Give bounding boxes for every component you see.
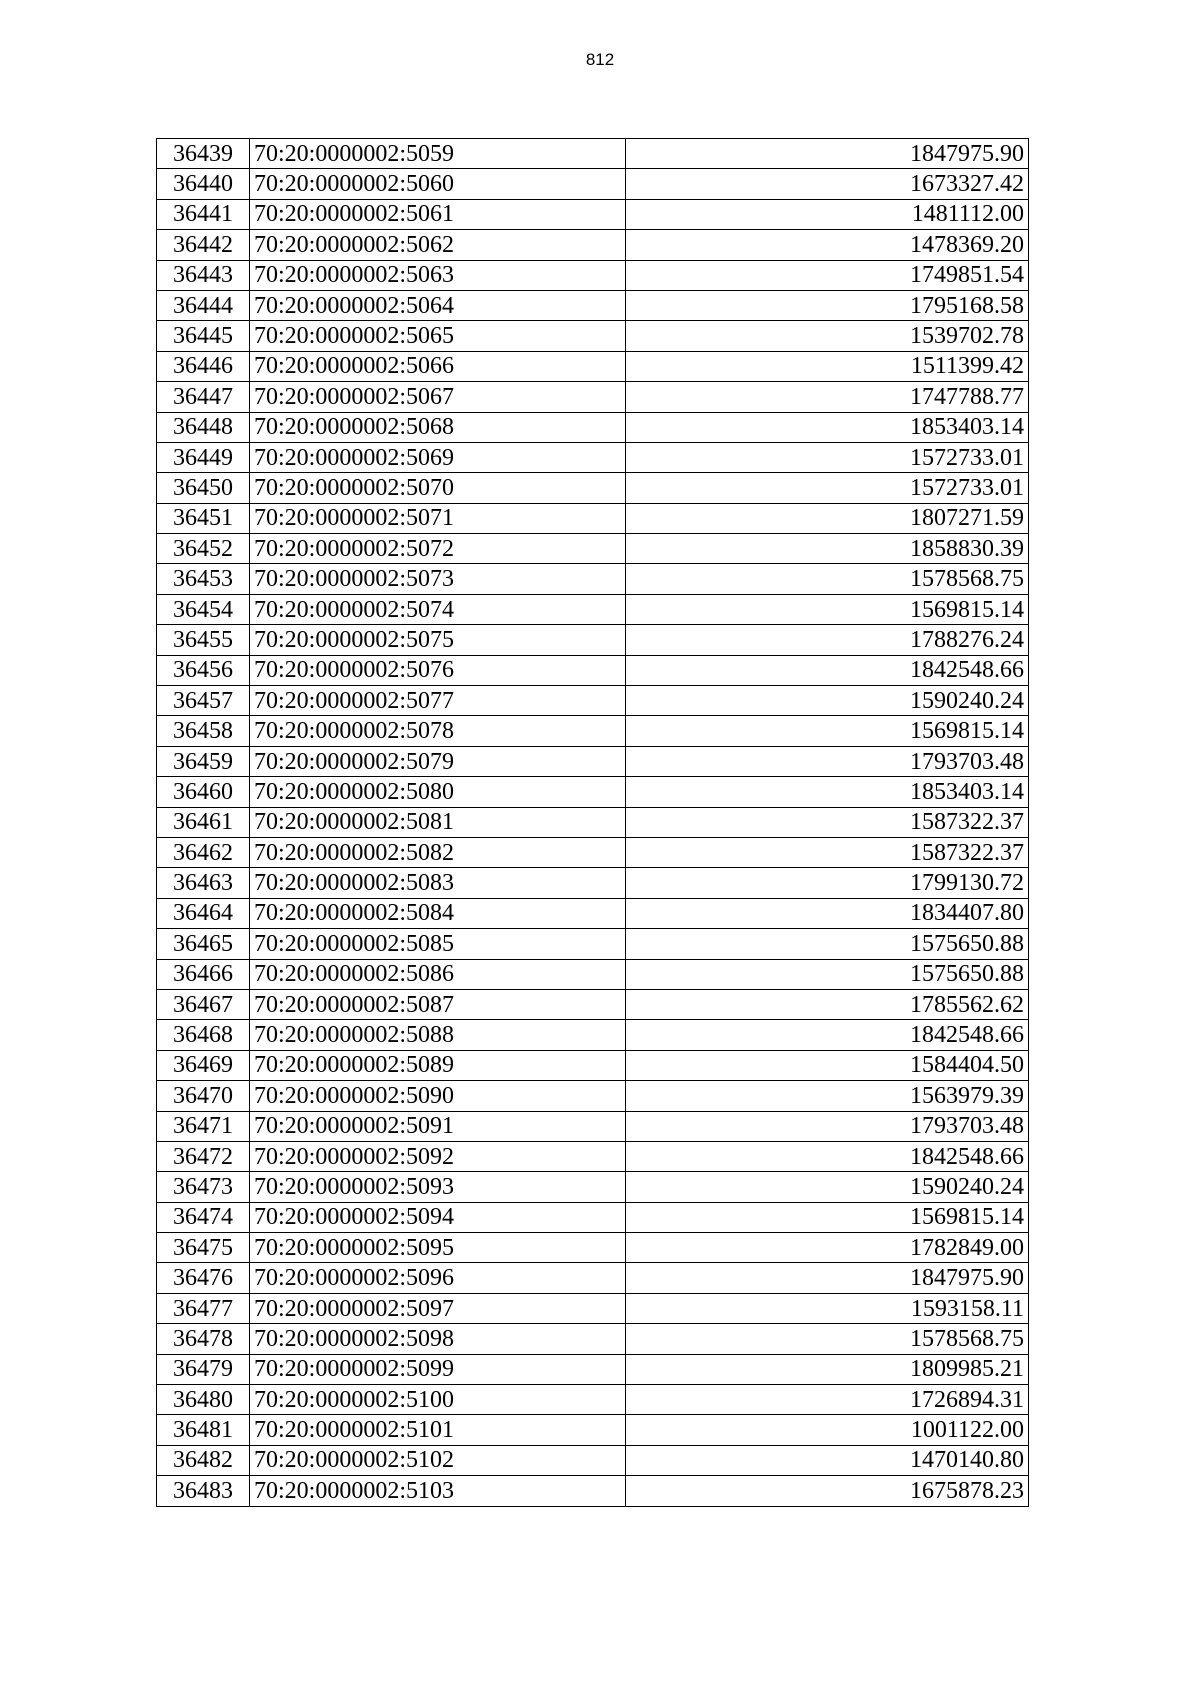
row-number-cell: 36475 xyxy=(157,1233,250,1263)
cadastral-value-cell: 1726894.31 xyxy=(626,1385,1029,1415)
row-number-cell: 36439 xyxy=(157,139,250,169)
table-row xyxy=(157,716,1029,746)
cadastral-number-cell: 70:20:0000002:5067 xyxy=(250,382,626,412)
table-row xyxy=(157,1050,1029,1080)
table-row xyxy=(157,777,1029,807)
table-row xyxy=(157,503,1029,533)
cadastral-value-cell: 1788276.24 xyxy=(626,625,1029,655)
cadastral-number-cell: 70:20:0000002:5103 xyxy=(250,1476,626,1506)
row-number-cell: 36471 xyxy=(157,1111,250,1141)
cadastral-number-cell: 70:20:0000002:5072 xyxy=(250,534,626,564)
cadastral-number-cell: 70:20:0000002:5102 xyxy=(250,1445,626,1475)
table-row xyxy=(157,1324,1029,1354)
cadastral-value-cell: 1847975.90 xyxy=(626,139,1029,169)
cadastral-number-cell: 70:20:0000002:5077 xyxy=(250,686,626,716)
cadastral-value-cell: 1809985.21 xyxy=(626,1354,1029,1384)
table-row xyxy=(157,898,1029,928)
row-number-cell: 36483 xyxy=(157,1476,250,1506)
row-number-cell: 36458 xyxy=(157,716,250,746)
cadastral-value-cell: 1569815.14 xyxy=(626,1202,1029,1232)
table-row xyxy=(157,139,1029,169)
table-row xyxy=(157,382,1029,412)
row-number-cell: 36481 xyxy=(157,1415,250,1445)
cadastral-value-cell: 1575650.88 xyxy=(626,929,1029,959)
cadastral-value-cell: 1853403.14 xyxy=(626,777,1029,807)
cadastral-value-cell: 1853403.14 xyxy=(626,412,1029,442)
cadastral-number-cell: 70:20:0000002:5062 xyxy=(250,230,626,260)
cadastral-number-cell: 70:20:0000002:5069 xyxy=(250,442,626,472)
table-row xyxy=(157,230,1029,260)
cadastral-number-cell: 70:20:0000002:5063 xyxy=(250,260,626,290)
row-number-cell: 36442 xyxy=(157,230,250,260)
cadastral-value-cell: 1539702.78 xyxy=(626,321,1029,351)
table-row xyxy=(157,837,1029,867)
cadastral-value-cell: 1584404.50 xyxy=(626,1050,1029,1080)
cadastral-number-cell: 70:20:0000002:5073 xyxy=(250,564,626,594)
row-number-cell: 36443 xyxy=(157,260,250,290)
row-number-cell: 36453 xyxy=(157,564,250,594)
table-row xyxy=(157,655,1029,685)
row-number-cell: 36446 xyxy=(157,351,250,381)
table-row xyxy=(157,1385,1029,1415)
row-number-cell: 36449 xyxy=(157,442,250,472)
table-row xyxy=(157,1081,1029,1111)
row-number-cell: 36455 xyxy=(157,625,250,655)
cadastral-number-cell: 70:20:0000002:5101 xyxy=(250,1415,626,1445)
table-row xyxy=(157,1111,1029,1141)
cadastral-number-cell: 70:20:0000002:5094 xyxy=(250,1202,626,1232)
cadastral-number-cell: 70:20:0000002:5066 xyxy=(250,351,626,381)
table-row xyxy=(157,473,1029,503)
row-number-cell: 36468 xyxy=(157,1020,250,1050)
cadastral-value-cell: 1572733.01 xyxy=(626,473,1029,503)
table-row xyxy=(157,1172,1029,1202)
cadastral-value-cell: 1575650.88 xyxy=(626,959,1029,989)
table-row xyxy=(157,321,1029,351)
table-row xyxy=(157,929,1029,959)
cadastral-value-cell: 1847975.90 xyxy=(626,1263,1029,1293)
cadastral-value-cell: 1587322.37 xyxy=(626,837,1029,867)
table-row xyxy=(157,594,1029,624)
cadastral-number-cell: 70:20:0000002:5100 xyxy=(250,1385,626,1415)
table-row xyxy=(157,442,1029,472)
cadastral-value-cell: 1793703.48 xyxy=(626,746,1029,776)
cadastral-value-cell: 1590240.24 xyxy=(626,1172,1029,1202)
table-row xyxy=(157,534,1029,564)
row-number-cell: 36444 xyxy=(157,290,250,320)
cadastral-number-cell: 70:20:0000002:5079 xyxy=(250,746,626,776)
cadastral-number-cell: 70:20:0000002:5089 xyxy=(250,1050,626,1080)
row-number-cell: 36474 xyxy=(157,1202,250,1232)
table-row xyxy=(157,290,1029,320)
table-row xyxy=(157,1233,1029,1263)
cadastral-value-cell: 1572733.01 xyxy=(626,442,1029,472)
cadastral-value-cell: 1478369.20 xyxy=(626,230,1029,260)
row-number-cell: 36466 xyxy=(157,959,250,989)
cadastral-value-cell: 1578568.75 xyxy=(626,564,1029,594)
table-row xyxy=(157,1141,1029,1171)
row-number-cell: 36467 xyxy=(157,989,250,1019)
row-number-cell: 36479 xyxy=(157,1354,250,1384)
page-number: 812 xyxy=(585,50,615,69)
cadastral-value-cell: 1578568.75 xyxy=(626,1324,1029,1354)
table-row xyxy=(157,686,1029,716)
row-number-cell: 36473 xyxy=(157,1172,250,1202)
table-row xyxy=(157,564,1029,594)
row-number-cell: 36461 xyxy=(157,807,250,837)
row-number-cell: 36445 xyxy=(157,321,250,351)
row-number-cell: 36451 xyxy=(157,503,250,533)
cadastral-number-cell: 70:20:0000002:5080 xyxy=(250,777,626,807)
row-number-cell: 36478 xyxy=(157,1324,250,1354)
table-row xyxy=(157,746,1029,776)
table-row xyxy=(157,412,1029,442)
table-row xyxy=(157,169,1029,199)
table-row xyxy=(157,1354,1029,1384)
cadastral-value-cell: 1593158.11 xyxy=(626,1293,1029,1323)
cadastral-number-cell: 70:20:0000002:5099 xyxy=(250,1354,626,1384)
cadastral-value-cell: 1842548.66 xyxy=(626,1020,1029,1050)
cadastral-value-cell: 1673327.42 xyxy=(626,169,1029,199)
table-row xyxy=(157,1445,1029,1475)
row-number-cell: 36440 xyxy=(157,169,250,199)
cadastral-number-cell: 70:20:0000002:5059 xyxy=(250,139,626,169)
cadastral-value-cell: 1675878.23 xyxy=(626,1476,1029,1506)
table-row xyxy=(157,1202,1029,1232)
cadastral-value-cell: 1587322.37 xyxy=(626,807,1029,837)
cadastral-number-cell: 70:20:0000002:5095 xyxy=(250,1233,626,1263)
row-number-cell: 36477 xyxy=(157,1293,250,1323)
row-number-cell: 36450 xyxy=(157,473,250,503)
cadastral-value-cell: 1569815.14 xyxy=(626,716,1029,746)
cadastral-number-cell: 70:20:0000002:5064 xyxy=(250,290,626,320)
cadastral-number-cell: 70:20:0000002:5076 xyxy=(250,655,626,685)
cadastral-value-table xyxy=(156,138,1029,1507)
row-number-cell: 36470 xyxy=(157,1081,250,1111)
cadastral-number-cell: 70:20:0000002:5068 xyxy=(250,412,626,442)
cadastral-number-cell: 70:20:0000002:5087 xyxy=(250,989,626,1019)
row-number-cell: 36454 xyxy=(157,594,250,624)
cadastral-number-cell: 70:20:0000002:5098 xyxy=(250,1324,626,1354)
cadastral-number-cell: 70:20:0000002:5084 xyxy=(250,898,626,928)
cadastral-value-cell: 1481112.00 xyxy=(626,199,1029,229)
cadastral-value-cell: 1807271.59 xyxy=(626,503,1029,533)
cadastral-number-cell: 70:20:0000002:5085 xyxy=(250,929,626,959)
cadastral-number-cell: 70:20:0000002:5071 xyxy=(250,503,626,533)
table-row xyxy=(157,351,1029,381)
row-number-cell: 36457 xyxy=(157,686,250,716)
cadastral-number-cell: 70:20:0000002:5083 xyxy=(250,868,626,898)
table-row xyxy=(157,199,1029,229)
table-row xyxy=(157,1263,1029,1293)
table-body xyxy=(157,139,1029,1507)
row-number-cell: 36460 xyxy=(157,777,250,807)
cadastral-number-cell: 70:20:0000002:5078 xyxy=(250,716,626,746)
table-row xyxy=(157,807,1029,837)
cadastral-value-cell: 1782849.00 xyxy=(626,1233,1029,1263)
cadastral-number-cell: 70:20:0000002:5060 xyxy=(250,169,626,199)
cadastral-value-cell: 1785562.62 xyxy=(626,989,1029,1019)
cadastral-value-cell: 1563979.39 xyxy=(626,1081,1029,1111)
table-row xyxy=(157,868,1029,898)
table-row xyxy=(157,260,1029,290)
cadastral-value-cell: 1511399.42 xyxy=(626,351,1029,381)
row-number-cell: 36448 xyxy=(157,412,250,442)
cadastral-value-cell: 1795168.58 xyxy=(626,290,1029,320)
row-number-cell: 36476 xyxy=(157,1263,250,1293)
row-number-cell: 36469 xyxy=(157,1050,250,1080)
cadastral-number-cell: 70:20:0000002:5082 xyxy=(250,837,626,867)
cadastral-number-cell: 70:20:0000002:5092 xyxy=(250,1141,626,1171)
cadastral-value-cell: 1747788.77 xyxy=(626,382,1029,412)
cadastral-value-cell: 1834407.80 xyxy=(626,898,1029,928)
cadastral-value-cell: 1569815.14 xyxy=(626,594,1029,624)
cadastral-number-cell: 70:20:0000002:5086 xyxy=(250,959,626,989)
row-number-cell: 36456 xyxy=(157,655,250,685)
cadastral-number-cell: 70:20:0000002:5074 xyxy=(250,594,626,624)
cadastral-value-cell: 1749851.54 xyxy=(626,260,1029,290)
row-number-cell: 36472 xyxy=(157,1141,250,1171)
table-row xyxy=(157,625,1029,655)
cadastral-number-cell: 70:20:0000002:5090 xyxy=(250,1081,626,1111)
row-number-cell: 36480 xyxy=(157,1385,250,1415)
row-number-cell: 36452 xyxy=(157,534,250,564)
cadastral-value-cell: 1001122.00 xyxy=(626,1415,1029,1445)
cadastral-value-cell: 1858830.39 xyxy=(626,534,1029,564)
row-number-cell: 36459 xyxy=(157,746,250,776)
row-number-cell: 36462 xyxy=(157,837,250,867)
cadastral-number-cell: 70:20:0000002:5091 xyxy=(250,1111,626,1141)
table-row xyxy=(157,989,1029,1019)
cadastral-number-cell: 70:20:0000002:5093 xyxy=(250,1172,626,1202)
cadastral-number-cell: 70:20:0000002:5097 xyxy=(250,1293,626,1323)
row-number-cell: 36482 xyxy=(157,1445,250,1475)
cadastral-value-cell: 1799130.72 xyxy=(626,868,1029,898)
cadastral-number-cell: 70:20:0000002:5088 xyxy=(250,1020,626,1050)
cadastral-value-cell: 1842548.66 xyxy=(626,655,1029,685)
cadastral-number-cell: 70:20:0000002:5065 xyxy=(250,321,626,351)
cadastral-value-cell: 1842548.66 xyxy=(626,1141,1029,1171)
cadastral-number-cell: 70:20:0000002:5096 xyxy=(250,1263,626,1293)
cadastral-number-cell: 70:20:0000002:5081 xyxy=(250,807,626,837)
cadastral-number-cell: 70:20:0000002:5075 xyxy=(250,625,626,655)
table-row xyxy=(157,1020,1029,1050)
row-number-cell: 36463 xyxy=(157,868,250,898)
table-row xyxy=(157,1293,1029,1323)
cadastral-value-cell: 1793703.48 xyxy=(626,1111,1029,1141)
cadastral-number-cell: 70:20:0000002:5070 xyxy=(250,473,626,503)
cadastral-value-cell: 1470140.80 xyxy=(626,1445,1029,1475)
row-number-cell: 36465 xyxy=(157,929,250,959)
table-row xyxy=(157,1415,1029,1445)
cadastral-number-cell: 70:20:0000002:5061 xyxy=(250,199,626,229)
row-number-cell: 36464 xyxy=(157,898,250,928)
table-row xyxy=(157,959,1029,989)
cadastral-value-cell: 1590240.24 xyxy=(626,686,1029,716)
table-row xyxy=(157,1476,1029,1506)
row-number-cell: 36441 xyxy=(157,199,250,229)
row-number-cell: 36447 xyxy=(157,382,250,412)
